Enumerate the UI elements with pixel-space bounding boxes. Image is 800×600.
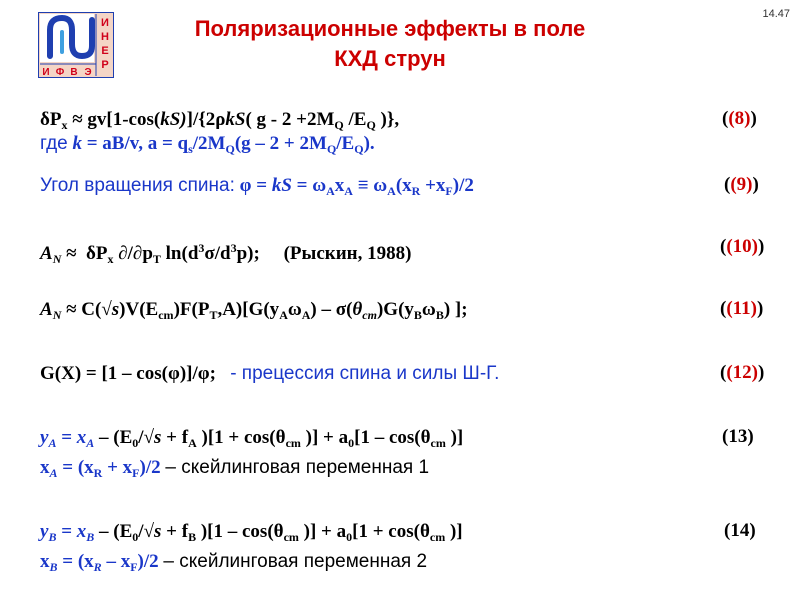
equation-8: $\delta P_x \approx gv[1-\cos(kS)]/\{2\rho kS$( $g - 2 +2M_Q$ $/E_Q$ )}, bbox=[40, 109, 400, 132]
equation-11: $A_N \approx C(√s)V(E_{cm})F(P_T,A)[G(y_A\omega_A) - \sigma(\theta_{cm})G(y_B\omega_B)$ ]; bbox=[40, 299, 468, 322]
scaling-variable-1-line: $x_A = (x_R + x_F)/2$ – скейлинговая переменная 1 bbox=[40, 457, 430, 480]
equation-number-11: ((11)) bbox=[720, 298, 764, 319]
precession-text: - прецессия спина и силы Ш-Г. bbox=[230, 363, 500, 384]
eq9-label: (9) bbox=[730, 174, 753, 195]
page-number: 14.47 bbox=[762, 8, 790, 20]
eq11-label: (11) bbox=[726, 298, 757, 319]
ryskin-ref: (Рыскин, 1988) bbox=[283, 243, 412, 264]
institute-logo bbox=[38, 12, 114, 78]
scaling-text-1: – скейлинговая переменная 1 bbox=[165, 457, 430, 478]
eq10-label: (10) bbox=[726, 236, 758, 257]
rotation-angle-text: Угол вращения спина: bbox=[40, 175, 235, 196]
logo-letter-f: Ф bbox=[55, 67, 65, 78]
logo-letter-e: Е bbox=[101, 45, 109, 57]
logo-letter-i: И bbox=[101, 17, 109, 29]
equation-number-8: ((8)) bbox=[722, 108, 757, 129]
equation-number-10: ((10)) bbox=[720, 236, 765, 257]
eq8-label: (8) bbox=[728, 108, 751, 129]
slide-title bbox=[120, 14, 660, 74]
equation-9: Угол вращения спина: φ = kS = $\omega_Ax_A \equiv \omega_A(x_R +x_F)/2$ bbox=[40, 175, 474, 198]
equation-number-12: ((12)) bbox=[720, 362, 765, 383]
logo-letter-r: Р bbox=[101, 59, 109, 71]
equation-number-13: (13) bbox=[722, 426, 754, 447]
ihep-logo-icon bbox=[38, 12, 114, 78]
equation-number-14: (14) bbox=[724, 520, 756, 541]
equation-13: $y_A = x_A - (E_0/√s + f_A$ )[$1 + \cos(\theta_{cm}$ )] + $a_0[1 - \cos(\theta_{cm}$ )] bbox=[40, 427, 464, 450]
where-text: где bbox=[40, 133, 68, 154]
title-line-2: КХД струн bbox=[334, 46, 446, 71]
scaling-text-2: – скейлинговая переменная 2 bbox=[163, 551, 428, 572]
equation-14: $y_B = x_B - (E_0/√s + f_B$ )[$1 - \cos(\theta_{cm}$ )] + $a_0[1 + \cos(\theta_{cm}$ )] bbox=[40, 521, 463, 544]
equation-number-9: ((9)) bbox=[724, 174, 759, 195]
logo-letter-e2: Э bbox=[84, 67, 92, 78]
scaling-variable-2-line: $x_B = (x_R - x_F)/2$ – скейлинговая переменная 2 bbox=[40, 551, 428, 574]
logo-letter-v: В bbox=[70, 67, 78, 78]
logo-letter-i2: И bbox=[42, 67, 50, 78]
equation-10: $A_N \approx \delta P_x$ $\partial/\partial p_T$ $\ln(d^3\sigma/d^3p)$; (Рыскин, 1988) bbox=[40, 241, 412, 266]
eq12-label: (12) bbox=[726, 362, 758, 383]
definition-line: где k = aB/v, $a = q_s/2M_Q(g - 2 + 2M_Q/E_Q)$. bbox=[40, 133, 375, 156]
equation-12: G(X) = [1 – cos(φ)]/φ; - прецессия спина и силы Ш-Г. bbox=[40, 363, 500, 384]
title-line-1: Поляризационные эффекты в поле bbox=[194, 16, 586, 41]
logo-letter-n: Н bbox=[101, 31, 109, 43]
